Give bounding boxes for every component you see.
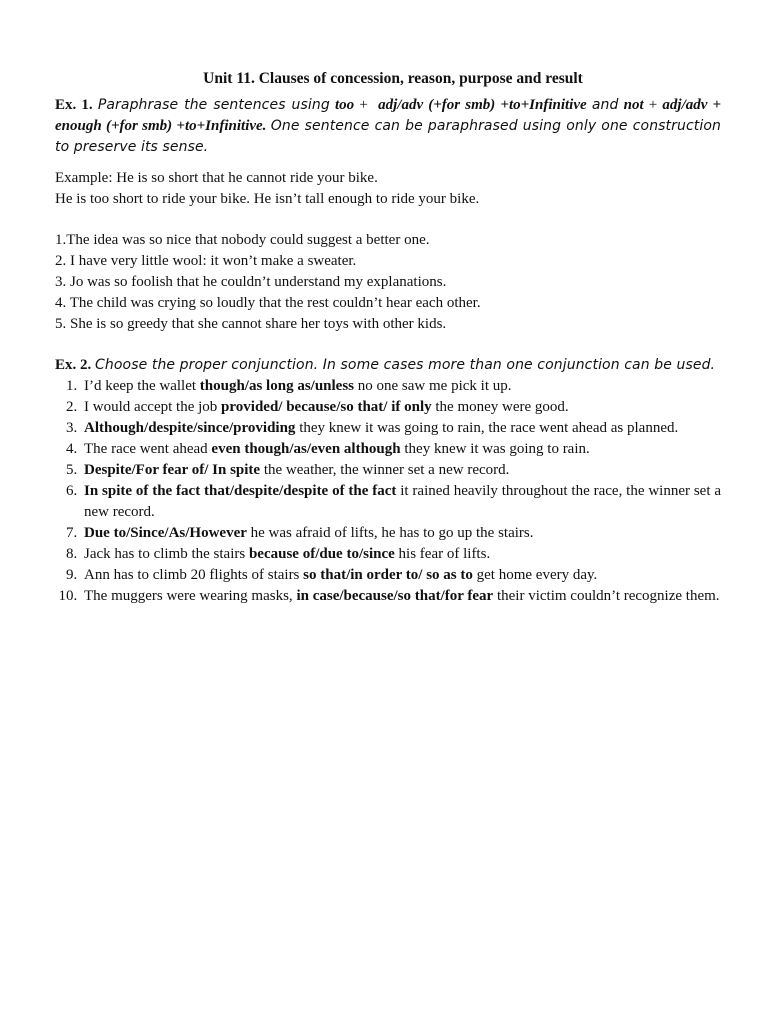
ex1-item: 1.The idea was so nice that nobody could suggest a better one. bbox=[55, 232, 430, 248]
ex1-too: too bbox=[335, 97, 355, 113]
ex1-label: Ex. 1. bbox=[55, 97, 93, 113]
ex2-item: 4. The race went ahead even though/as/even although they knew it was going to rain. bbox=[81, 439, 721, 460]
ex1-not: not bbox=[623, 97, 644, 113]
ex1-item: 5. She is so greedy that she cannot share her toys with other kids. bbox=[55, 316, 447, 332]
ex1-formula-1: adj/adv (+for smb) +to+Infinitive bbox=[378, 97, 587, 113]
ex2-instruction-text: Choose the proper conjunction. In some cases more than one conjunction can be used. bbox=[95, 357, 716, 373]
ex2-item: 3. Although/despite/since/providing they knew it was going to rain, the race went ahead as planned. bbox=[81, 418, 721, 439]
ex1-formula-2: adj/adv + enough (+for smb) +to+Infinitive. bbox=[55, 97, 722, 134]
ex2-label: Ex. 2. bbox=[55, 357, 92, 373]
ex1-plus-1: + bbox=[359, 97, 368, 113]
ex2-item: 6. In spite of the fact that/despite/despite of the fact it rained heavily throughout the race, the winner set a new record. bbox=[81, 481, 721, 523]
ex2-item: 1. I’d keep the wallet though/as long as/unless no one saw me pick it up. bbox=[81, 376, 721, 397]
ex1-plus-2: + bbox=[648, 97, 658, 113]
ex1-instruction bbox=[55, 95, 721, 158]
ex2-item: 10. The muggers were wearing masks, in case/because/so that/for fear their victim couldn’t recognize them. bbox=[81, 586, 721, 607]
ex2-item: 5. Despite/For fear of/ In spite the weather, the winner set a new record. bbox=[81, 460, 721, 481]
ex1-item: 4. The child was crying so loudly that the rest couldn’t hear each other. bbox=[55, 295, 481, 311]
ex1-example-line-2: He is too short to ride your bike. He isn’t tall enough to ride your bike. bbox=[55, 191, 480, 207]
ex2-item: 7. Due to/Since/As/However he was afraid of lifts, he has to go up the stairs. bbox=[81, 523, 721, 544]
worksheet-page bbox=[55, 68, 721, 607]
ex1-instruction-tail: One sentence can be paraphrased using only one construction to preserve its sense. bbox=[55, 118, 721, 155]
ex2-instruction bbox=[55, 355, 721, 376]
ex2-item: 2. I would accept the job provided/ because/so that/ if only the money were good. bbox=[81, 397, 721, 418]
ex1-item: 3. Jo was so foolish that he couldn’t understand my explanations. bbox=[55, 274, 447, 290]
ex2-list bbox=[55, 376, 721, 607]
ex2-item: 8. Jack has to climb the stairs because of/due to/since his fear of lifts. bbox=[81, 544, 721, 565]
ex2-item: 9. Ann has to climb 20 flights of stairs so that/in order to/ so as to get home every day. bbox=[81, 565, 721, 586]
ex1-and: and bbox=[591, 97, 619, 113]
ex1-example-line-1: Example: He is so short that he cannot ride your bike. bbox=[55, 170, 378, 186]
page-title: Unit 11. Clauses of concession, reason, purpose and result bbox=[203, 70, 583, 87]
ex1-item: 2. I have very little wool: it won’t make a sweater. bbox=[55, 253, 357, 269]
ex1-instruction-text: Paraphrase the sentences using bbox=[97, 97, 330, 113]
